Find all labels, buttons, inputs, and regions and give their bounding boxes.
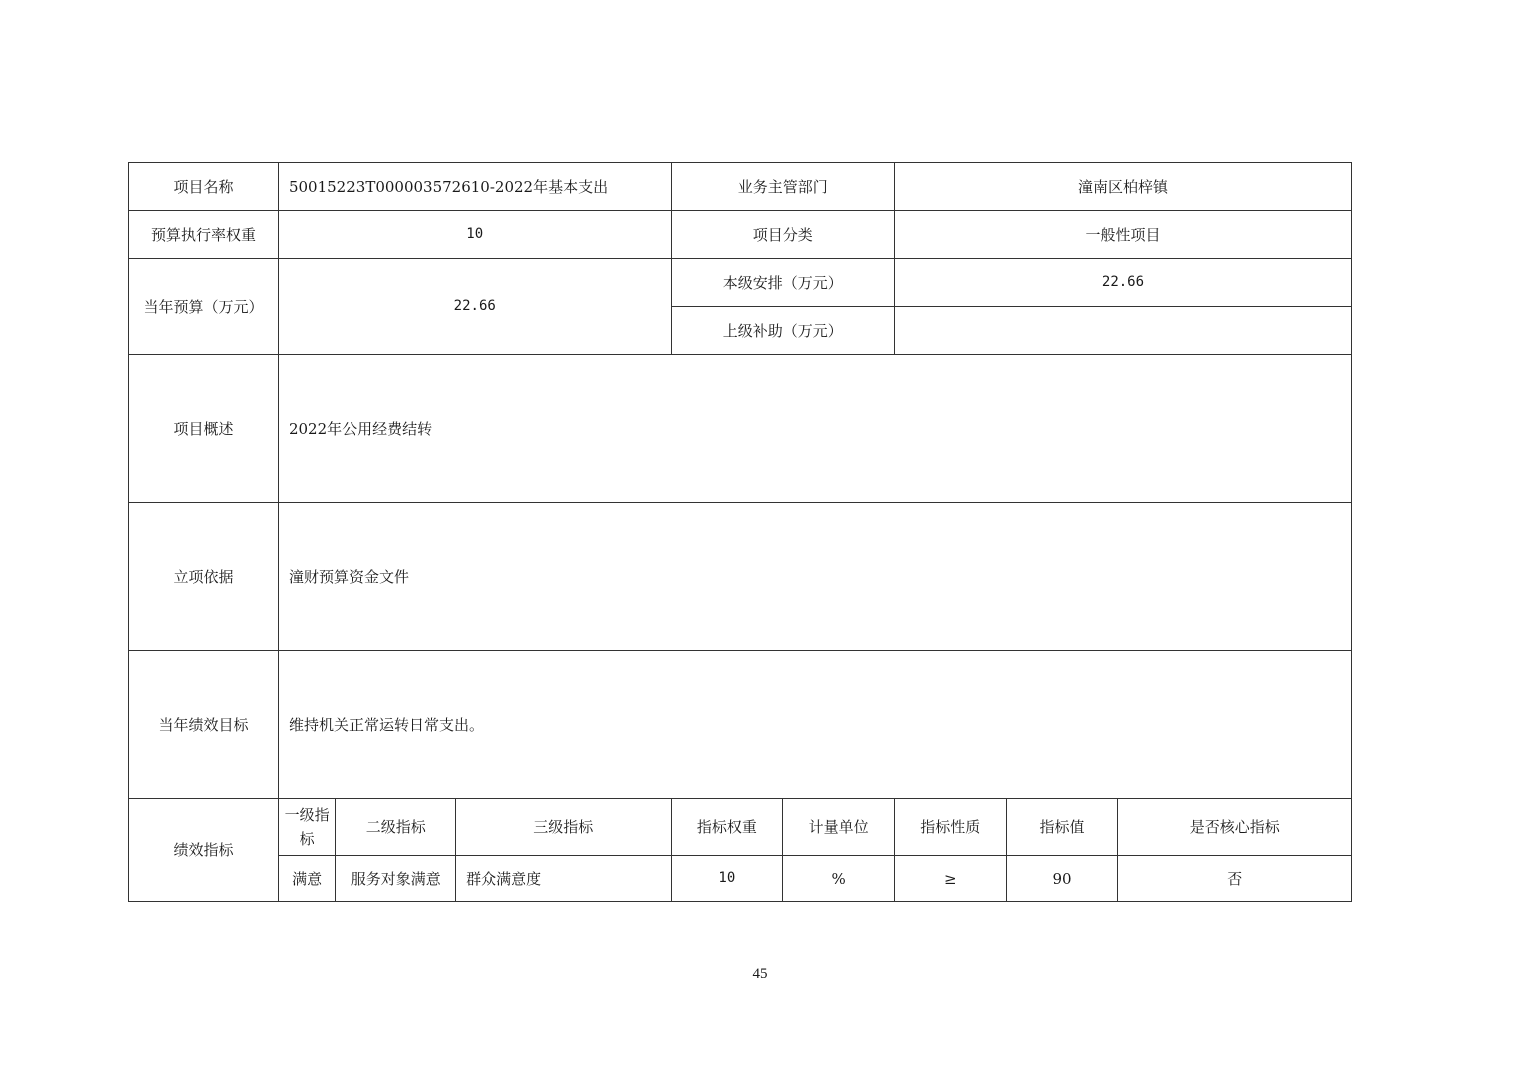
header-unit: 计量单位 <box>783 799 895 856</box>
indicator-core: 否 <box>1118 856 1352 902</box>
row-budget <box>129 259 1352 307</box>
indicator-level2: 服务对象满意 <box>336 856 456 902</box>
category-label: 项目分类 <box>671 211 894 259</box>
budget-label: 当年预算（万元） <box>129 259 279 355</box>
header-level3: 三级指标 <box>456 799 671 856</box>
dept-value: 潼南区柏梓镇 <box>894 163 1351 211</box>
header-level1: 一级指标 <box>278 799 335 856</box>
basis-label: 立项依据 <box>129 503 279 651</box>
row-overview <box>129 355 1352 503</box>
row-basis <box>129 503 1352 651</box>
indicator-header-row <box>129 799 1352 856</box>
weight-label: 预算执行率权重 <box>129 211 279 259</box>
header-core: 是否核心指标 <box>1118 799 1352 856</box>
indicator-nature: ≥ <box>894 856 1006 902</box>
basis-value: 潼财预算资金文件 <box>278 503 1351 651</box>
project-name-value: 50015223T000003572610-2022年基本支出 <box>278 163 671 211</box>
upper-value <box>894 307 1351 355</box>
row-goal <box>129 651 1352 799</box>
indicator-level1: 满意 <box>278 856 335 902</box>
category-value: 一般性项目 <box>894 211 1351 259</box>
row-project-name <box>129 163 1352 211</box>
row-weight <box>129 211 1352 259</box>
indicator-row <box>129 856 1352 902</box>
indicator-unit: % <box>783 856 895 902</box>
dept-label: 业务主管部门 <box>671 163 894 211</box>
page-number: 45 <box>752 966 768 982</box>
indicator-weight: 10 <box>671 856 783 902</box>
project-name-label: 项目名称 <box>129 163 279 211</box>
header-level2: 二级指标 <box>336 799 456 856</box>
header-weight: 指标权重 <box>671 799 783 856</box>
header-value: 指标值 <box>1006 799 1118 856</box>
indicator-value: 90 <box>1006 856 1118 902</box>
upper-label: 上级补助（万元） <box>671 307 894 355</box>
goal-label: 当年绩效目标 <box>129 651 279 799</box>
overview-value: 2022年公用经费结转 <box>278 355 1351 503</box>
indicator-level3: 群众满意度 <box>456 856 671 902</box>
indicators-label: 绩效指标 <box>129 799 279 902</box>
goal-value: 维持机关正常运转日常支出。 <box>278 651 1351 799</box>
weight-value: 10 <box>278 211 671 259</box>
local-value: 22.66 <box>894 259 1351 307</box>
overview-label: 项目概述 <box>129 355 279 503</box>
project-performance-table <box>128 162 1352 902</box>
header-nature: 指标性质 <box>894 799 1006 856</box>
budget-value: 22.66 <box>278 259 671 355</box>
local-label: 本级安排（万元） <box>671 259 894 307</box>
